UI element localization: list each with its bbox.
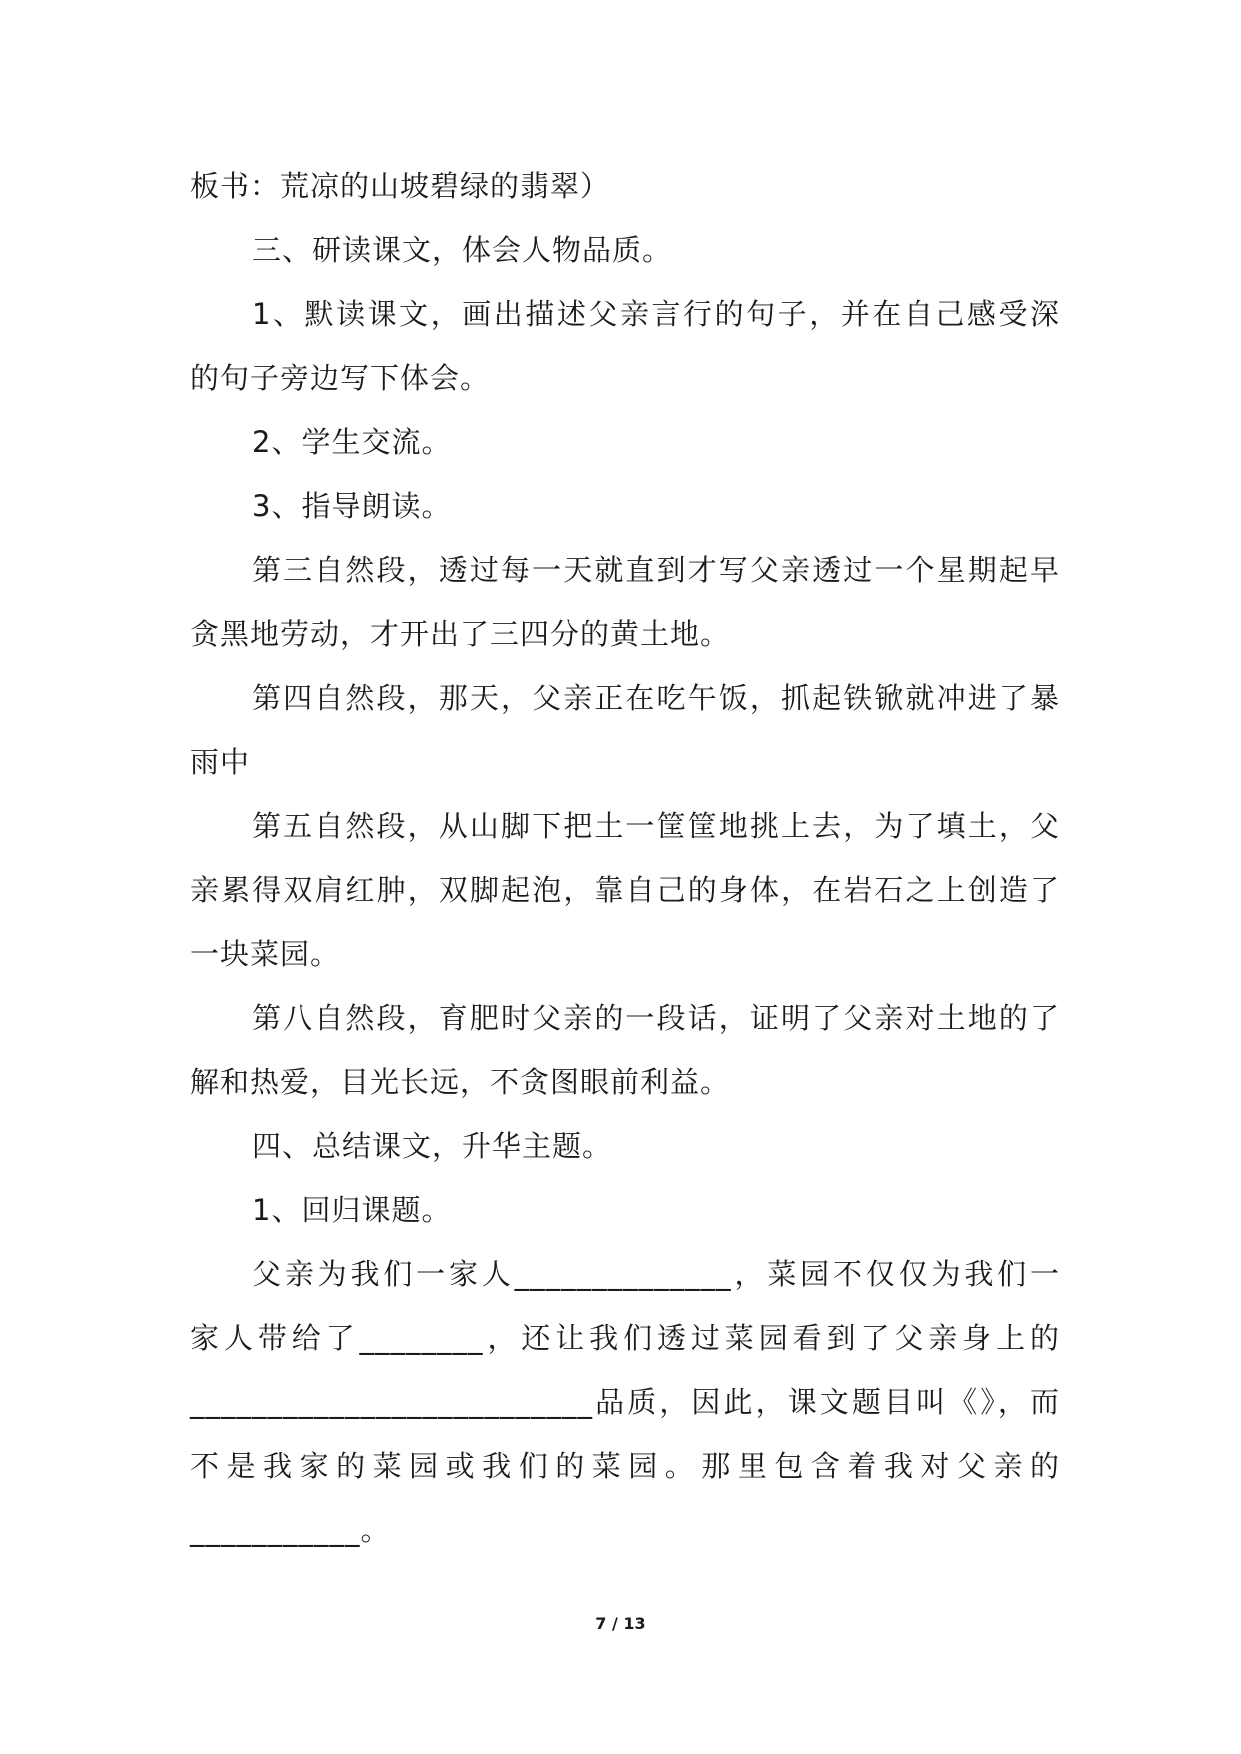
text-line: 解和热爱，目光长远，不贪图眼前利益。 bbox=[190, 1065, 731, 1099]
text-line: 亲累得双肩红肿，双脚起泡，靠自己的身体，在岩石之上创造了 bbox=[190, 873, 1060, 907]
text-line: __________________________品质，因此，课文题目叫《》，而 bbox=[190, 1385, 1060, 1419]
text-line: 三、研读课文，体会人物品质。 bbox=[252, 233, 673, 267]
text-line: 第五自然段，从山脚下把土一筐筐地挑上去，为了填土，父 bbox=[252, 809, 1060, 843]
text-line: 贪黑地劳动，才开出了三四分的黄土地。 bbox=[190, 617, 731, 651]
text-line: 板书：荒凉的山坡碧绿的翡翠） bbox=[190, 169, 611, 203]
text-line: 雨中 bbox=[190, 745, 251, 779]
text-line: 2、学生交流。 bbox=[252, 425, 452, 459]
text-line: 的句子旁边写下体会。 bbox=[190, 361, 491, 395]
text-line: 不是我家的菜园或我们的菜园。那里包含着我对父亲的 bbox=[190, 1449, 1060, 1483]
page-number: 7 / 13 bbox=[595, 1614, 646, 1633]
text-line: ___________。 bbox=[190, 1513, 391, 1547]
text-line: 1、回归课题。 bbox=[252, 1193, 452, 1227]
text-line: 四、总结课文，升华主题。 bbox=[252, 1129, 613, 1163]
text-line: 第三自然段，透过每一天就直到才写父亲透过一个星期起早 bbox=[252, 553, 1060, 587]
text-line: 家人带给了________，还让我们透过菜园看到了父亲身上的 bbox=[190, 1321, 1060, 1355]
text-line: 3、指导朗读。 bbox=[252, 489, 452, 523]
text-line: 第八自然段，育肥时父亲的一段话，证明了父亲对土地的了 bbox=[252, 1001, 1060, 1035]
text-line: 第四自然段，那天，父亲正在吃午饭，抓起铁锨就冲进了暴 bbox=[252, 681, 1060, 715]
text-line: 一块菜园。 bbox=[190, 937, 341, 971]
text-line: 1、默读课文，画出描述父亲言行的句子，并在自己感受深 bbox=[252, 297, 1060, 331]
text-line: 父亲为我们一家人______________，菜园不仅仅为我们一 bbox=[252, 1257, 1060, 1291]
